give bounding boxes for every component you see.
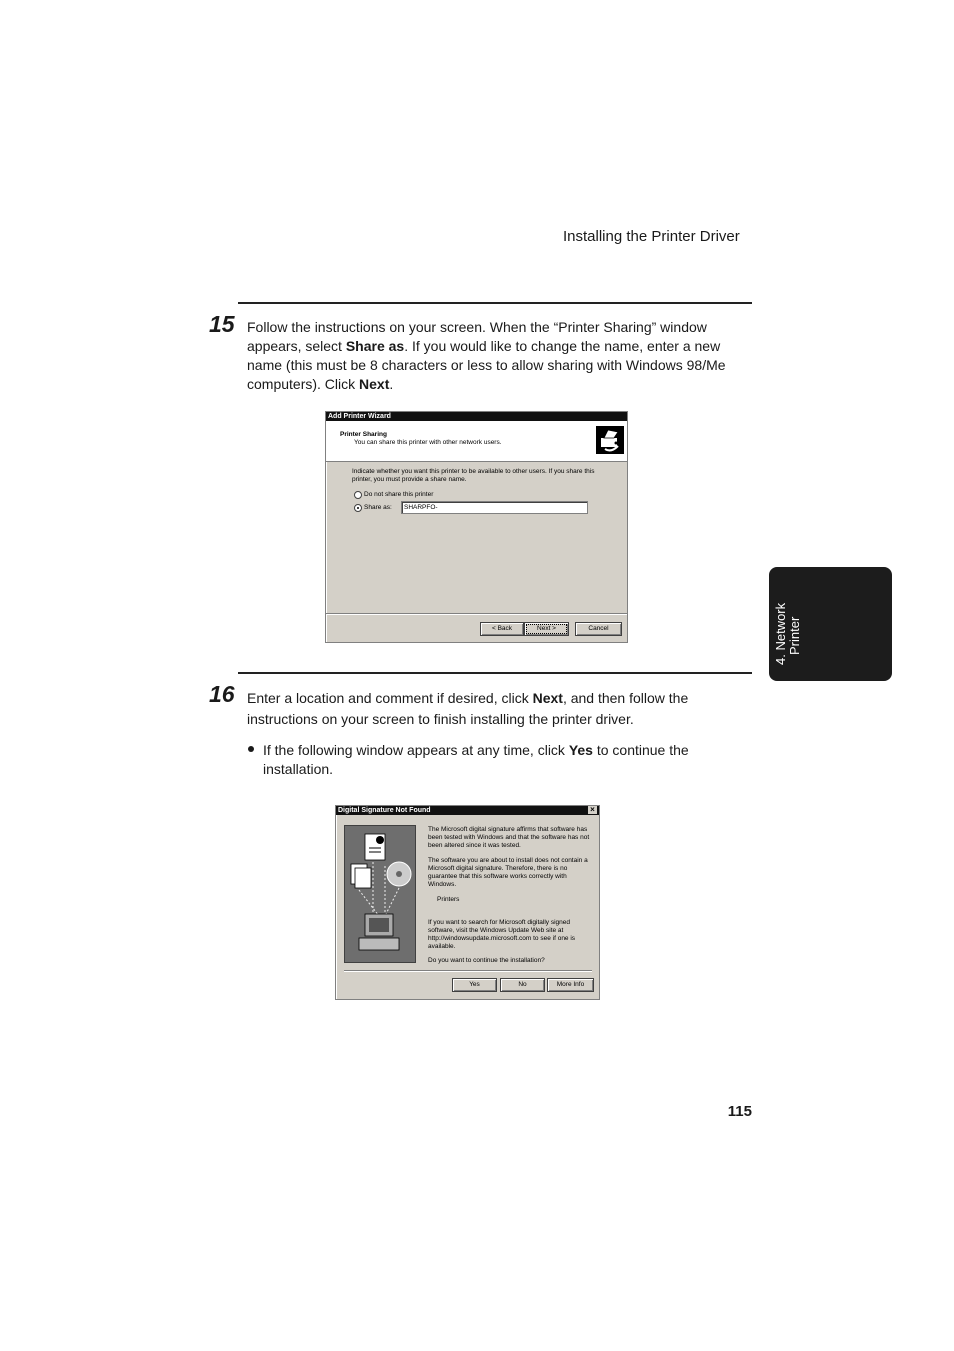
bullet-text-bold: Yes [568, 742, 593, 758]
page-number: 115 [727, 1103, 752, 1120]
printer-sharing-icon [596, 426, 624, 454]
add-printer-wizard-dialog [325, 411, 628, 643]
no-button[interactable]: No [500, 978, 545, 992]
sigdlg-separator [344, 970, 592, 972]
sigdlg-title: Digital Signature Not Found [338, 807, 431, 814]
step15-text-segment: Share as [345, 338, 405, 354]
wizard-separator [326, 613, 627, 615]
sigdlg-line: http://windowsupdate.microsoft.com to see if one is [428, 935, 576, 942]
sigdlg-line: guarantee that this software works correctly with [428, 873, 567, 880]
step16-rule [238, 672, 752, 674]
chapter-tab-line1: 4. Network [773, 602, 788, 665]
sigdlg-line: If you want to search for Microsoft digitally signed [428, 919, 570, 926]
sigdlg-line: Windows. [428, 881, 457, 888]
step15-rule [238, 302, 752, 304]
cancel-button[interactable]: Cancel [575, 622, 622, 636]
more-info-button[interactable]: More Info [547, 978, 594, 992]
share-name-value: SHARPFO- [404, 504, 438, 511]
signature-illustration [344, 825, 416, 963]
step15-instructions [247, 318, 747, 394]
back-button[interactable]: < Back [480, 622, 524, 636]
sigdlg-line: been tested with Windows and that the software has not [428, 834, 590, 841]
step15-text-segment: Follow the instructions on your screen. When the “Printer Sharing” window appears, select [247, 319, 707, 354]
wizard-instruction-line1: Indicate whether you want this printer to be available to other users. If you share this [352, 468, 595, 475]
bullet-text-c: to continue the installation. [263, 742, 689, 777]
sigdlg-item: Printers [437, 896, 460, 903]
digital-signature-dialog [335, 805, 600, 1000]
share-name-input[interactable] [401, 501, 588, 514]
wizard-instruction-line2: printer, you must provide a share name. [352, 476, 467, 483]
bullet-dot [248, 746, 254, 752]
step16-bullet-text [263, 741, 733, 779]
step16-text-bold: Next [532, 690, 563, 706]
step16-text-c: , and then follow the instructions on your screen to finish installing the printer driver. [247, 690, 689, 727]
share-as-label[interactable]: Share as: [364, 504, 392, 511]
chapter-tab-line2: Printer [787, 616, 802, 655]
do-not-share-radio[interactable] [354, 491, 362, 499]
sigdlg-line: software, visit the Windows Update Web site at [428, 927, 564, 934]
share-as-radio[interactable] [354, 504, 362, 512]
running-header: Installing the Printer Driver [563, 228, 740, 245]
bullet-text-a: If the following window appears at any time, click [263, 742, 569, 758]
close-icon[interactable]: × [588, 806, 597, 814]
wizard-titlebar: Add Printer Wizard [326, 412, 627, 421]
step15-number: 15 [209, 311, 235, 337]
wizard-heading: Printer Sharing [340, 431, 387, 438]
sigdlg-paragraph-2 [428, 857, 588, 889]
sigdlg-line: The Microsoft digital signature affirms that software has [428, 826, 588, 833]
wizard-subheading: You can share this printer with other network users. [354, 439, 502, 446]
sigdlg-paragraph-3 [428, 919, 575, 951]
sigdlg-question: Do you want to continue the installation? [428, 957, 545, 964]
sigdlg-paragraph-1 [428, 826, 589, 850]
sigdlg-line: been altered since it was tested. [428, 842, 521, 849]
sigdlg-titlebar [336, 806, 599, 815]
computer-disk-icon [345, 826, 415, 962]
step15-text-segment: Next [359, 376, 390, 392]
next-button[interactable]: Next > [524, 622, 569, 636]
sigdlg-line: The software you are about to install does not contain a [428, 857, 588, 864]
step15-text-segment: . [389, 376, 394, 392]
sigdlg-line: Microsoft digital signature. Therefore, there is no [428, 865, 568, 872]
wizard-header [326, 421, 627, 462]
yes-button[interactable]: Yes [452, 978, 497, 992]
step15-text-segment: . If you would like to change the name, enter a new name (this must be 8 characters or less to allow sharing with Windows 98/Me computers). Click [247, 338, 726, 392]
sigdlg-line: available. [428, 943, 456, 950]
step16-instructions [247, 688, 747, 730]
chapter-tab [769, 567, 892, 681]
do-not-share-label[interactable]: Do not share this printer [364, 491, 434, 498]
step16-text-a: Enter a location and comment if desired, click [247, 690, 533, 706]
chapter-tab-label [774, 555, 802, 665]
step16-number: 16 [209, 681, 235, 707]
